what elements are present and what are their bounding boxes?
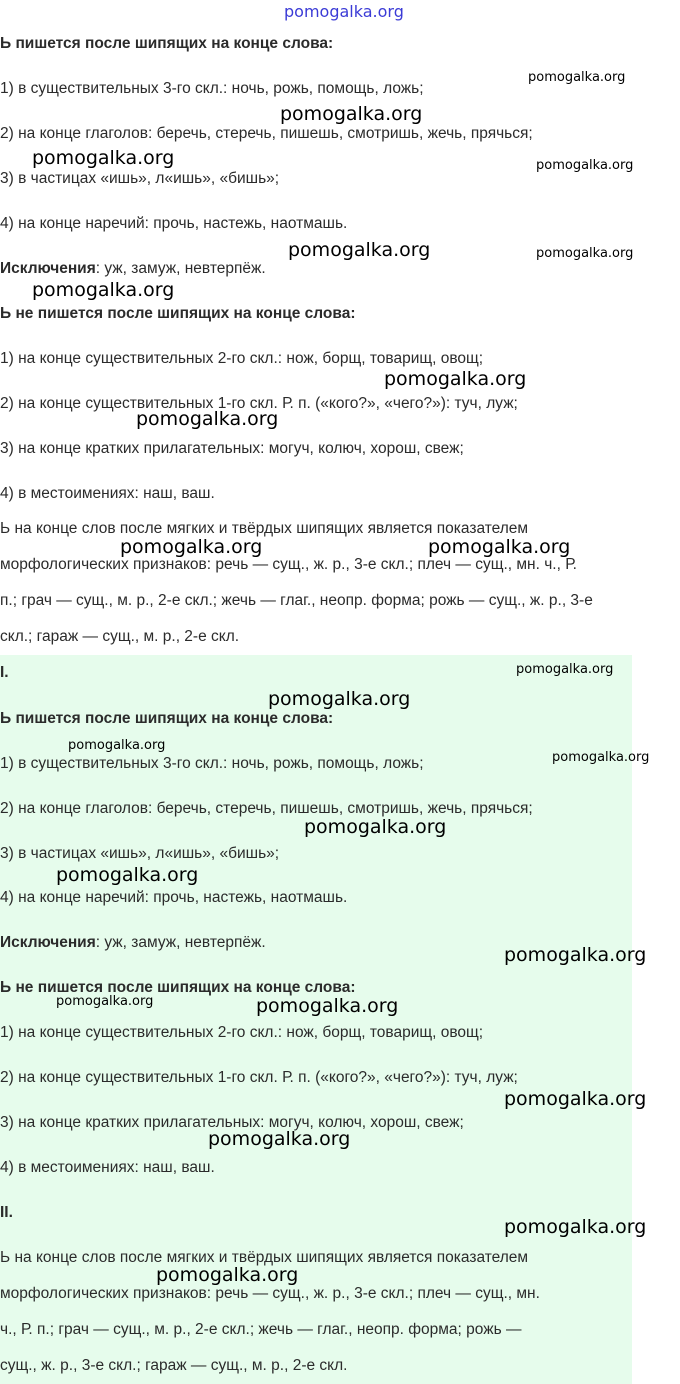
rule-item: 3) на конце кратких прилагательных: могуч, колюч, хорош, свеж; [0,440,464,457]
watermark: pomogalka.org [552,750,650,765]
watermark: pomogalka.org [516,662,614,677]
heading-soft-sign-written: Ь пишется после шипящих на конце слова: [0,710,334,727]
watermark: pomogalka.org [56,994,154,1009]
exceptions-line [0,933,266,953]
watermark: pomogalka.org [384,368,527,390]
watermark: pomogalka.org [504,1088,647,1110]
section-number-1: I. [0,664,9,681]
watermark: pomogalka.org [536,246,634,261]
rule-item: 3) в частицах «ишь», л«ишь», «бишь»; [0,845,280,862]
paragraph-line: Ь на конце слов после мягких и твёрдых шипящих является показателем [0,1249,529,1266]
watermark: pomogalka.org [428,536,571,558]
watermark: pomogalka.org [536,158,634,173]
exceptions-label: Исключения [0,934,96,951]
rule-item: 2) на конце существительных 1-го скл. Р. п. («кого?», «чего?»): туч, луж; [0,395,518,412]
rule-item: 4) в местоимениях: наш, ваш. [0,485,215,502]
paragraph-line: скл.; гараж — сущ., м. р., 2-е скл. [0,628,240,645]
rule-item: 2) на конце глаголов: беречь, стеречь, пишешь, смотришь, жечь, прячься; [0,125,533,142]
watermark: pomogalka.org [280,103,423,125]
paragraph-line: морфологических признаков: речь — сущ., ж. р., 3-е скл.; плеч — сущ., мн. [0,1285,540,1302]
exceptions-label: Исключения [0,260,96,277]
paragraph-line: морфологических признаков: речь — сущ., ж. р., 3-е скл.; плеч — сущ., мн. ч., Р. [0,556,577,573]
exceptions-text: : уж, замуж, невтерпёж. [95,934,266,951]
paragraph-line: п.; грач — сущ., м. р., 2-е скл.; жечь — глаг., неопр. форма; рожь — сущ., ж. р., 3-е [0,592,593,609]
heading-soft-sign-not-written: Ь не пишется после шипящих на конце слова: [0,979,356,996]
watermark: pomogalka.org [504,944,647,966]
rule-item: 2) на конце существительных 1-го скл. Р. п. («кого?», «чего?»): туч, луж; [0,1069,518,1086]
rule-item: 3) на конце кратких прилагательных: могуч, колюч, хорош, свеж; [0,1114,464,1131]
rule-item: 2) на конце глаголов: беречь, стеречь, пишешь, смотришь, жечь, прячься; [0,800,533,817]
watermark: pomogalka.org [32,279,175,301]
watermark: pomogalka.org [268,688,411,710]
exceptions-line [0,259,266,279]
rule-item: 1) на конце существительных 2-го скл.: нож, борщ, товарищ, овощ; [0,350,484,367]
watermark: pomogalka.org [256,995,399,1017]
watermark: pomogalka.org [304,816,447,838]
watermark: pomogalka.org [504,1216,647,1238]
exceptions-text: : уж, замуж, невтерпёж. [95,260,266,277]
watermark: pomogalka.org [120,536,263,558]
heading-soft-sign-written: Ь пишется после шипящих на конце слова: [0,35,334,52]
watermark: pomogalka.org [528,70,626,85]
watermark-top: pomogalka.org [284,2,404,21]
watermark: pomogalka.org [136,408,279,430]
rule-item: 1) на конце существительных 2-го скл.: нож, борщ, товарищ, овощ; [0,1024,484,1041]
paragraph-line: ч., Р. п.; грач — сущ., м. р., 2-е скл.; жечь — глаг., неопр. форма; рожь — [0,1321,522,1338]
rule-item: 1) в существительных 3-го скл.: ночь, рожь, помощь, ложь; [0,755,424,772]
heading-soft-sign-not-written: Ь не пишется после шипящих на конце слова: [0,305,356,322]
watermark: pomogalka.org [68,738,166,753]
watermark: pomogalka.org [208,1128,351,1150]
section-number-2: II. [0,1204,13,1221]
watermark: pomogalka.org [56,864,199,886]
watermark: pomogalka.org [156,1264,299,1286]
rule-item: 1) в существительных 3-го скл.: ночь, рожь, помощь, ложь; [0,80,424,97]
rule-item: 4) на конце наречий: прочь, настежь, наотмашь. [0,215,348,232]
watermark: pomogalka.org [288,239,431,261]
paragraph-line: сущ., ж. р., 3-е скл.; гараж — сущ., м. р., 2-е скл. [0,1357,348,1374]
rule-item: 4) в местоимениях: наш, ваш. [0,1159,215,1176]
rule-item: 3) в частицах «ишь», л«ишь», «бишь»; [0,170,280,187]
paragraph-line: Ь на конце слов после мягких и твёрдых шипящих является показателем [0,520,529,537]
watermark: pomogalka.org [32,147,175,169]
rule-item: 4) на конце наречий: прочь, настежь, наотмашь. [0,889,348,906]
